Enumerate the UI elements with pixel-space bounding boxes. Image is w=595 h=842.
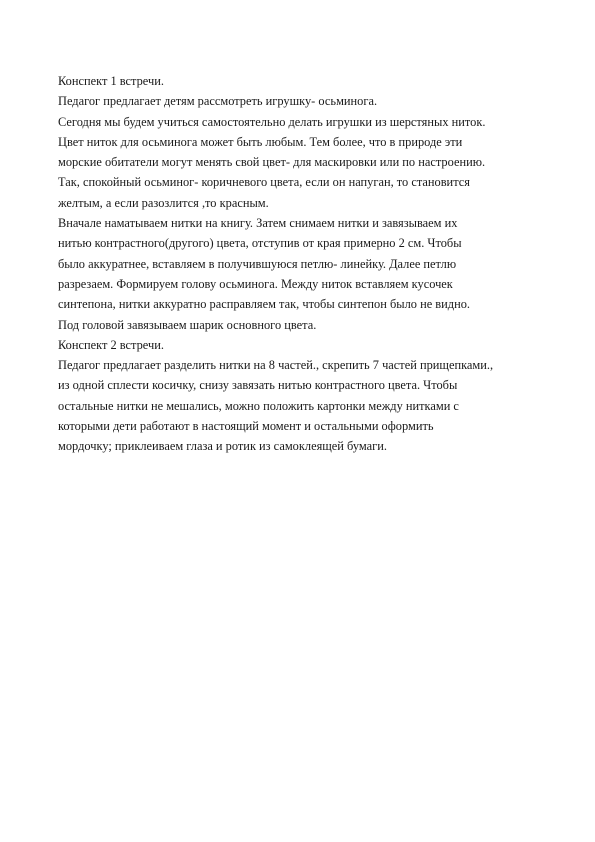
text-line: Педагог предлагает детям рассмотреть игрушку- осьминога. [58, 94, 378, 109]
text-line: которыми дети работают в настоящий момент и остальными оформить [58, 419, 434, 434]
heading-meeting-2: Конспект 2 встречи. [58, 337, 164, 352]
document-body [58, 71, 568, 457]
text-line: разрезаем. Формируем голову осьминога. Между ниток вставляем кусочек [58, 276, 453, 291]
text-line: Педагог предлагает разделить нитки на 8 частей., скрепить 7 частей прищепками., [58, 358, 494, 373]
text-line: было аккуратнее, вставляем в получившуюся петлю- линейку. Далее петлю [58, 256, 457, 271]
text-line: Сегодня мы будем учиться самостоятельно делать игрушки из шерстяных ниток. [58, 114, 486, 129]
text-line: Под головой завязываем шарик основного цвета. [58, 317, 317, 332]
text-line: остальные нитки не мешались, можно положить картонки между нитками с [58, 398, 459, 413]
text-line: нитью контрастного(другого) цвета, отступив от края примерно 2 см. Чтобы [58, 236, 462, 251]
heading-meeting-1: Конспект 1 встречи. [58, 74, 164, 88]
text-line: мордочку; приклеиваем глаза и ротик из самоклеящей бумаги. [58, 439, 387, 454]
text-line: Вначале наматываем нитки на книгу. Затем снимаем нитки и завязываем их [58, 216, 458, 231]
text-line: желтым, а если разозлится ,то красным. [58, 195, 269, 210]
text-line: Так, спокойный осьминог- коричневого цвета, если он напуган, то становится [58, 175, 470, 190]
text-line: Цвет ниток для осьминога может быть любым. Тем более, что в природе эти [58, 134, 463, 149]
text-line: из одной сплести косичку, снизу завязать нитью контрастного цвета. Чтобы [58, 378, 458, 393]
text-line: синтепона, нитки аккуратно расправляем так, чтобы синтепон было не видно. [58, 297, 471, 312]
text-line: морские обитатели могут менять свой цвет- для маскировки или по настроению. [58, 155, 486, 170]
